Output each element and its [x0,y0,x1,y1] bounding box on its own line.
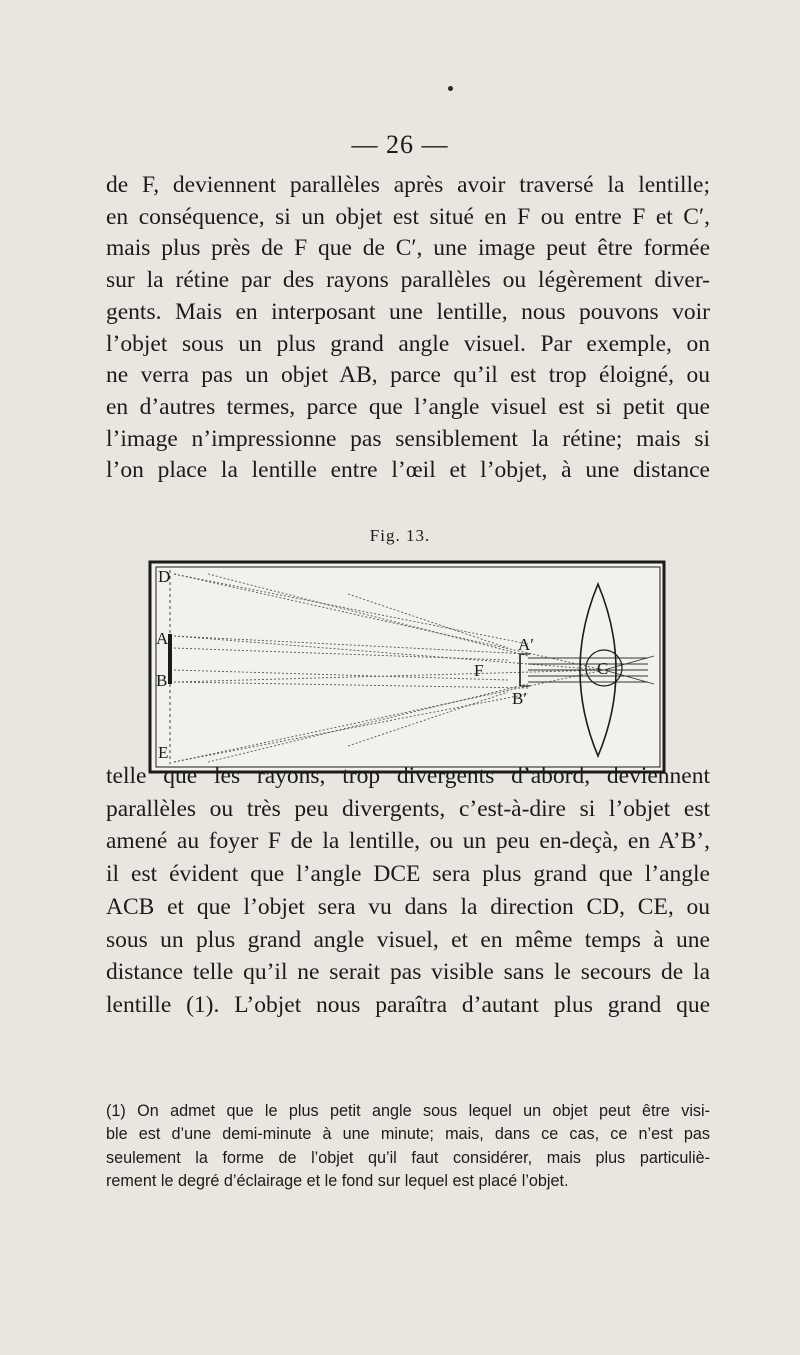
lens-diagram [148,560,666,774]
text-line: telle que les rayons, trop divergents d’abord, deviennent [106,763,710,789]
text-line: en d’autres termes, parce que l’angle visuel est si petit que [106,393,710,420]
text-line: ACB et que l’objet sera vu dans la direction CD, CE, ou [106,893,710,920]
label-c: C [597,659,609,678]
label-f: F [474,661,484,680]
label-b: B [156,671,168,690]
page-number: — 26 — [351,130,449,159]
text-line: gents. Mais en interposant une lentille, nous pouvons voir [106,298,710,325]
footnote-line: ble est d’une demi-minute à une minute; mais, dans ce cas, ce n’est pas [106,1125,710,1144]
text-line: de F, deviennent parallèles après avoir traversé la lentille; [106,172,710,198]
text-line: l’image n’impressionne pas sensiblement la rétine; mais si [106,425,710,452]
text-line: l’objet sous un plus grand angle visuel. Par exemple, on [106,330,710,357]
text-line: il est évident que l’angle DCE sera plus grand que l’angle [106,861,710,888]
label-b-prime: B′ [512,689,528,708]
text-line: lentille (1). L’objet nous paraîtra d’autant plus grand que [106,991,710,1018]
text-line: sur la rétine par des rayons parallèles ou légèrement diver- [106,267,710,294]
figure-caption: Fig. 13. [369,526,431,545]
text-line: l’on place la lentille entre l’œil et l’objet, à une distance [106,457,710,484]
paragraph-1 [106,170,710,487]
label-a-prime: A′ [518,635,534,654]
label-a: A [156,629,169,648]
text-line: amené au foyer F de la lentille, ou un peu en-deçà, en A’B’, [106,828,710,855]
footnote-line: (1) On admet que le plus petit angle sous lequel un objet peut être visi- [106,1102,710,1120]
text-line: ne verra pas un objet AB, parce qu’il est trop éloigné, ou [106,362,710,389]
figure-frame [150,562,664,772]
footnote-line: rement le degré d’éclairage et le fond sur lequel est placé l’objet. [106,1172,569,1191]
text-line: sous un plus grand angle visuel, et en même temps à une [106,926,710,953]
paragraph-2 [106,760,710,1022]
label-d: D [158,567,171,586]
text-line: en conséquence, si un objet est situé en F ou entre F et C′, [106,203,710,230]
text-line: mais plus près de F que de C′, une image peut être formée [106,235,710,262]
ink-speck [448,86,453,91]
label-e: E [158,743,169,762]
text-line: parallèles ou très peu divergents, c’est-à-dire si l’objet est [106,795,710,822]
footnote [106,1100,710,1194]
text-line: distance telle qu’il ne serait pas visible sans le secours de la [106,959,710,986]
footnote-line: seulement la forme de l’objet qu’il faut considérer, mais plus particuliè- [106,1148,710,1167]
